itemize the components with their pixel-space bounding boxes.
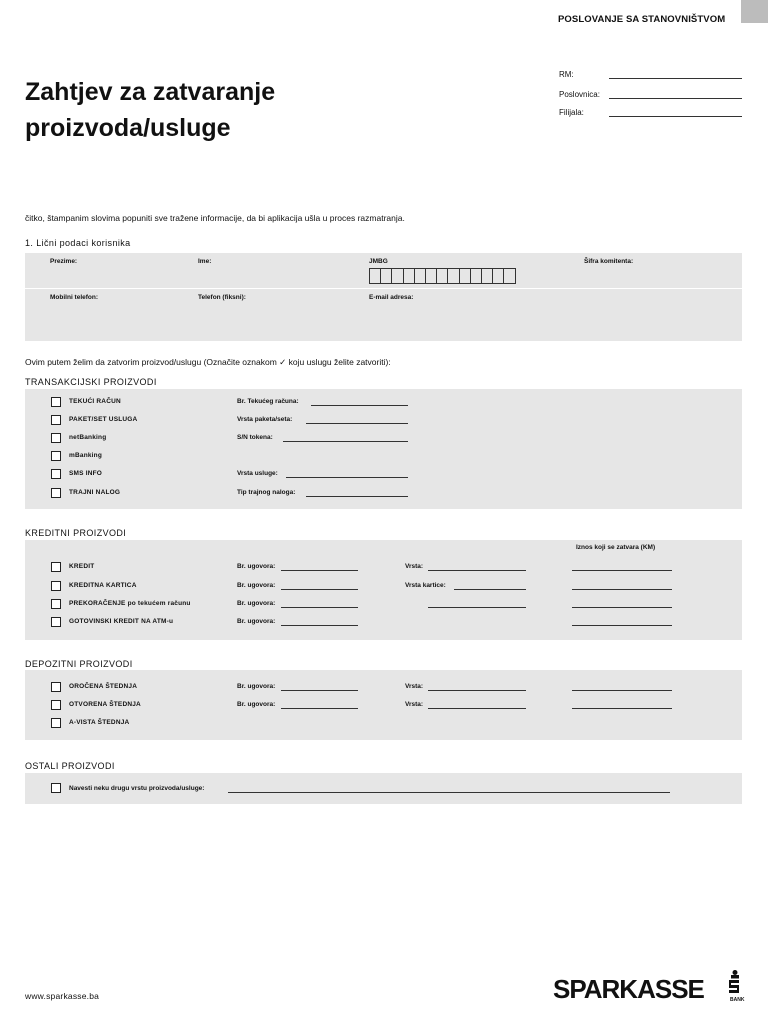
kartica-vrsta-field[interactable]	[454, 589, 526, 590]
tekuci-racun-field[interactable]	[311, 405, 408, 406]
prekoracenje-ugovor-field[interactable]	[281, 607, 358, 608]
paket-field-label: Vrsta paketa/seta:	[237, 416, 293, 423]
kredit-ugovor-field[interactable]	[281, 570, 358, 571]
otvorena-checkbox[interactable]	[51, 700, 61, 710]
ime-label: Ime:	[198, 258, 212, 265]
prekoracenje-iznos-field[interactable]	[572, 607, 672, 608]
footer-url[interactable]: www.sparkasse.ba	[25, 991, 100, 1001]
token-field[interactable]	[283, 441, 408, 442]
prekoracenje-ugovor-label: Br. ugovora:	[237, 600, 276, 607]
rm-label: RM:	[559, 70, 574, 79]
kartica-iznos-field[interactable]	[572, 589, 672, 590]
sparkasse-logo	[553, 972, 743, 1007]
otvorena-ugovor-label: Br. ugovora:	[237, 701, 276, 708]
otvorena-vrsta-label: Vrsta:	[405, 701, 424, 708]
otvorena-iznos-field[interactable]	[572, 708, 672, 709]
netbanking-label: netBanking	[69, 434, 107, 441]
usluga-field[interactable]	[286, 477, 408, 478]
tekuci-racun-checkbox[interactable]	[51, 397, 61, 407]
sms-info-checkbox[interactable]	[51, 469, 61, 479]
trajni-nalog-field[interactable]	[306, 496, 408, 497]
tekuci-racun-field-label: Br. Tekućeg računa:	[237, 398, 299, 405]
otvorena-ugovor-field[interactable]	[281, 708, 358, 709]
kreditna-kartica-checkbox[interactable]	[51, 581, 61, 591]
title-line-1: Zahtjev za zatvaranje	[25, 78, 276, 106]
depozitni-title: DEPOZITNI PROIZVODI	[25, 659, 133, 669]
section-header: POSLOVANJE SA STANOVNIŠTVOM	[558, 14, 726, 25]
kreditni-title: KREDITNI PROIZVODI	[25, 528, 127, 538]
telefon-label: Telefon (fiksni):	[198, 294, 246, 301]
token-field-label: S/N tokena:	[237, 434, 273, 441]
orocena-iznos-field[interactable]	[572, 690, 672, 691]
personal-section-title: 1. Lični podaci korisnika	[25, 238, 131, 248]
orocena-vrsta-label: Vrsta:	[405, 683, 424, 690]
corner-tab	[741, 0, 768, 23]
iznos-header: Iznos koji se zatvara (KM)	[576, 544, 656, 551]
orocena-label: OROČENA ŠTEDNJA	[69, 683, 138, 690]
paket-checkbox[interactable]	[51, 415, 61, 425]
kredit-label: KREDIT	[69, 563, 95, 570]
filijala-label: Filijala:	[559, 108, 584, 117]
mbanking-label: mBanking	[69, 452, 103, 459]
svg-text:SPARKASSE: SPARKASSE	[553, 974, 704, 1004]
orocena-ugovor-label: Br. ugovora:	[237, 683, 276, 690]
prekoracenje-checkbox[interactable]	[51, 599, 61, 609]
sms-info-label: SMS INFO	[69, 470, 103, 477]
svg-text:BANK: BANK	[730, 997, 745, 1003]
gotovinski-ugovor-label: Br. ugovora:	[237, 618, 276, 625]
instructions: čitko, štampanim slovima popuniti sve tražene informacije, da bi aplikacija ušla u proces razmatranja.	[25, 213, 405, 223]
gotovinski-iznos-field[interactable]	[572, 625, 672, 626]
panel-divider	[25, 288, 742, 289]
prekoracenje-vrsta-field[interactable]	[428, 607, 526, 608]
jmbg-label: JMBG	[369, 258, 388, 265]
kredit-vrsta-label: Vrsta:	[405, 563, 424, 570]
paket-field[interactable]	[306, 423, 408, 424]
ostali-field[interactable]	[228, 792, 670, 793]
otvorena-label: OTVORENA ŠTEDNJA	[69, 701, 141, 708]
kredit-ugovor-label: Br. ugovora:	[237, 563, 276, 570]
otvorena-vrsta-field[interactable]	[428, 708, 526, 709]
filijala-field[interactable]	[609, 116, 742, 117]
title-line-2: proizvoda/usluge	[25, 114, 231, 142]
kredit-iznos-field[interactable]	[572, 570, 672, 571]
page-title	[25, 74, 275, 146]
prekoracenje-label: PREKORAČENJE po tekućem računu	[69, 600, 191, 607]
orocena-vrsta-field[interactable]	[428, 690, 526, 691]
mobilni-label: Mobilni telefon:	[50, 294, 99, 301]
gotovinski-checkbox[interactable]	[51, 617, 61, 627]
trajni-nalog-checkbox[interactable]	[51, 488, 61, 498]
trajni-nalog-label: TRAJNI NALOG	[69, 489, 121, 496]
jmbg-input[interactable]	[369, 268, 516, 284]
sifra-komitenta-label: Šifra komitenta:	[584, 258, 634, 265]
kartica-vrsta-label: Vrsta kartice:	[405, 582, 446, 589]
kartica-ugovor-field[interactable]	[281, 589, 358, 590]
netbanking-checkbox[interactable]	[51, 433, 61, 443]
kartica-ugovor-label: Br. ugovora:	[237, 582, 276, 589]
intro-text: Ovim putem želim da zatvorim proizvod/uslugu (Označite oznakom ✓ koju uslugu želite zatvoriti):	[25, 357, 391, 367]
ostali-checkbox[interactable]	[51, 783, 61, 793]
gotovinski-label: GOTOVINSKI KREDIT NA ATM-u	[69, 618, 174, 625]
trajni-nalog-field-label: Tip trajnog naloga:	[237, 489, 296, 496]
transakcijski-title: TRANSAKCIJSKI PROIZVODI	[25, 377, 157, 387]
a-vista-label: A-VISTA ŠTEDNJA	[69, 719, 130, 726]
poslovnica-label: Poslovnica:	[559, 90, 600, 99]
orocena-ugovor-field[interactable]	[281, 690, 358, 691]
ostali-title: OSTALI PROIZVODI	[25, 761, 115, 771]
usluga-field-label: Vrsta usluge:	[237, 470, 278, 477]
gotovinski-ugovor-field[interactable]	[281, 625, 358, 626]
poslovnica-field[interactable]	[609, 98, 742, 99]
tekuci-racun-label: TEKUĆI RAČUN	[69, 398, 121, 405]
prezime-label: Prezime:	[50, 258, 78, 265]
orocena-checkbox[interactable]	[51, 682, 61, 692]
rm-field[interactable]	[609, 78, 742, 79]
email-label: E-mail adresa:	[369, 294, 414, 301]
kredit-vrsta-field[interactable]	[428, 570, 526, 571]
a-vista-checkbox[interactable]	[51, 718, 61, 728]
mbanking-checkbox[interactable]	[51, 451, 61, 461]
transakcijski-panel	[25, 389, 742, 509]
ostali-label: Navesti neku drugu vrstu proizvoda/usluge:	[69, 785, 205, 792]
paket-label: PAKET/SET USLUGA	[69, 416, 138, 423]
kredit-checkbox[interactable]	[51, 562, 61, 572]
kreditna-kartica-label: KREDITNA KARTICA	[69, 582, 137, 589]
